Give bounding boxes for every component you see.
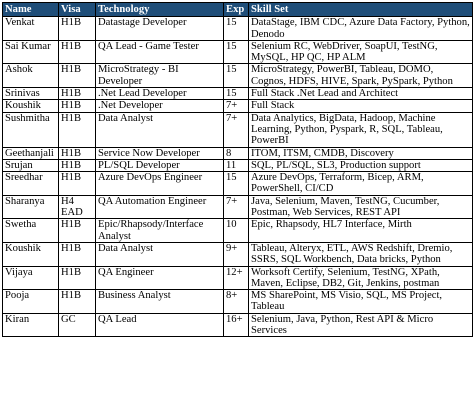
- cell-name: Sai Kumar: [3, 40, 59, 64]
- cell-visa: H1B: [59, 242, 96, 266]
- cell-skill-set: MS SharePoint, MS Visio, SQL, MS Project, Tableau: [249, 290, 473, 314]
- header-visa: Visa: [59, 3, 96, 17]
- cell-visa: H1B: [59, 17, 96, 41]
- cell-skill-set: Tableau, Alteryx, ETL, AWS Redshift, Dremio, SSRS, SQL Workbench, Data bricks, Python: [249, 242, 473, 266]
- cell-exp: 7+: [224, 195, 249, 219]
- table-row: [3, 64, 473, 88]
- table-row: [3, 290, 473, 314]
- table-header: [3, 3, 473, 17]
- cell-technology: MicroStrategy - BI Developer: [96, 64, 224, 88]
- table-row: [3, 112, 473, 147]
- cell-technology: Business Analyst: [96, 290, 224, 314]
- table-body: [3, 17, 473, 337]
- cell-technology: QA Lead - Game Tester: [96, 40, 224, 64]
- cell-visa: GC: [59, 313, 96, 337]
- cell-name: Kiran: [3, 313, 59, 337]
- cell-technology: QA Engineer: [96, 266, 224, 290]
- header-row: [3, 3, 473, 17]
- cell-exp: 15: [224, 40, 249, 64]
- table-row: [3, 100, 473, 112]
- cell-exp: 10: [224, 219, 249, 243]
- cell-skill-set: MicroStrategy, PowerBI, Tableau, DOMO, Cognos, HDFS, HIVE, Spark, PySpark, Python: [249, 64, 473, 88]
- cell-name: Swetha: [3, 219, 59, 243]
- cell-exp: 15: [224, 88, 249, 100]
- cell-skill-set: Epic, Rhapsody, HL7 Interface, Mirth: [249, 219, 473, 243]
- cell-exp: 16+: [224, 313, 249, 337]
- cell-visa: H1B: [59, 112, 96, 147]
- cell-visa: H4 EAD: [59, 195, 96, 219]
- cell-visa: H1B: [59, 219, 96, 243]
- cell-name: Sushmitha: [3, 112, 59, 147]
- table-row: [3, 17, 473, 41]
- cell-skill-set: Azure DevOps, Terraform, Bicep, ARM, PowerShell, CI/CD: [249, 172, 473, 196]
- cell-skill-set: ITOM, ITSM, CMDB, Discovery: [249, 147, 473, 159]
- cell-exp: 7+: [224, 112, 249, 147]
- table-row: [3, 195, 473, 219]
- cell-technology: PL/SQL Developer: [96, 159, 224, 171]
- cell-name: Pooja: [3, 290, 59, 314]
- table-row: [3, 313, 473, 337]
- table-row: [3, 159, 473, 171]
- cell-visa: H1B: [59, 266, 96, 290]
- table-row: [3, 242, 473, 266]
- cell-name: Sharanya: [3, 195, 59, 219]
- cell-visa: H1B: [59, 290, 96, 314]
- candidates-table: [2, 2, 473, 337]
- cell-visa: H1B: [59, 88, 96, 100]
- header-name: Name: [3, 3, 59, 17]
- cell-technology: Data Analyst: [96, 242, 224, 266]
- cell-visa: H1B: [59, 159, 96, 171]
- cell-name: Koushik: [3, 242, 59, 266]
- table-row: [3, 219, 473, 243]
- cell-skill-set: SQL, PL/SQL, SL3, Production support: [249, 159, 473, 171]
- cell-skill-set: DataStage, IBM CDC, Azure Data Factory, Python, Denodo: [249, 17, 473, 41]
- cell-name: Koushik: [3, 100, 59, 112]
- cell-technology: Azure DevOps Engineer: [96, 172, 224, 196]
- cell-visa: H1B: [59, 100, 96, 112]
- header-skill-set: Skill Set: [249, 3, 473, 17]
- cell-name: Venkat: [3, 17, 59, 41]
- cell-exp: 8: [224, 147, 249, 159]
- cell-exp: 9+: [224, 242, 249, 266]
- cell-name: Sreedhar: [3, 172, 59, 196]
- header-technology: Technology: [96, 3, 224, 17]
- cell-name: Geethanjali: [3, 147, 59, 159]
- cell-skill-set: Java, Selenium, Maven, TestNG, Cucumber, Postman, Web Services, REST API: [249, 195, 473, 219]
- cell-technology: Data Analyst: [96, 112, 224, 147]
- table-row: [3, 40, 473, 64]
- table-row: [3, 88, 473, 100]
- table-row: [3, 172, 473, 196]
- cell-technology: .Net Lead Developer: [96, 88, 224, 100]
- cell-visa: H1B: [59, 147, 96, 159]
- header-exp: Exp: [224, 3, 249, 17]
- cell-visa: H1B: [59, 64, 96, 88]
- cell-technology: Service Now Developer: [96, 147, 224, 159]
- cell-name: Ashok: [3, 64, 59, 88]
- cell-name: Vijaya: [3, 266, 59, 290]
- cell-exp: 15: [224, 64, 249, 88]
- cell-skill-set: Data Analytics, BigData, Hadoop, Machine Learning, Python, Pyspark, R, SQL, Tableau, PowerBI: [249, 112, 473, 147]
- cell-exp: 11: [224, 159, 249, 171]
- cell-technology: Datastage Developer: [96, 17, 224, 41]
- cell-skill-set: Full Stack .Net Lead and Architect: [249, 88, 473, 100]
- cell-technology: .Net Developer: [96, 100, 224, 112]
- cell-exp: 7+: [224, 100, 249, 112]
- cell-exp: 8+: [224, 290, 249, 314]
- cell-technology: QA Automation Engineer: [96, 195, 224, 219]
- cell-skill-set: Full Stack: [249, 100, 473, 112]
- cell-skill-set: Selenium RC, WebDriver, SoapUI, TestNG, MySQL, HP QC, HP ALM: [249, 40, 473, 64]
- cell-technology: QA Lead: [96, 313, 224, 337]
- table-row: [3, 266, 473, 290]
- cell-skill-set: Worksoft Certify, Selenium, TestNG, XPath, Maven, Eclipse, DB2, Git, Jenkins, postman: [249, 266, 473, 290]
- cell-exp: 15: [224, 172, 249, 196]
- cell-skill-set: Selenium, Java, Python, Rest API & Micro Services: [249, 313, 473, 337]
- cell-name: Srinivas: [3, 88, 59, 100]
- cell-exp: 15: [224, 17, 249, 41]
- table-row: [3, 147, 473, 159]
- cell-name: Srujan: [3, 159, 59, 171]
- cell-visa: H1B: [59, 40, 96, 64]
- cell-technology: Epic/Rhapsody/Interface Analyst: [96, 219, 224, 243]
- cell-visa: H1B: [59, 172, 96, 196]
- cell-exp: 12+: [224, 266, 249, 290]
